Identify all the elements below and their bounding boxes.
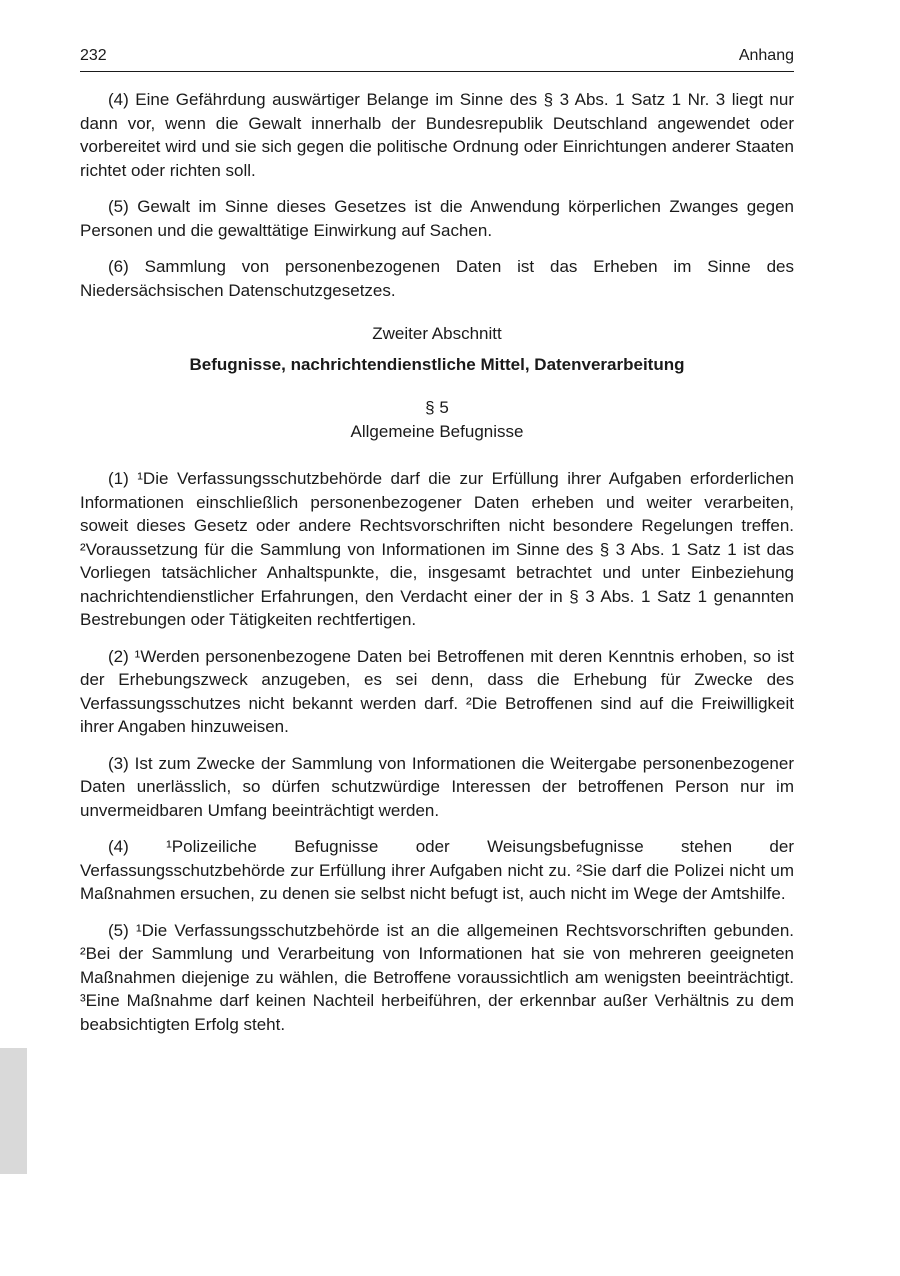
article-paragraph-1: (1) ¹Die Verfassungsschutzbehörde darf die zur Erfüllung ihrer Aufgaben erforderlichen Informationen einschließlich personenbezogener Daten erheben und weiter verarbeiten, soweit dieses Gesetz oder andere Rechtsvorschriften nicht besondere Regelungen treffen. ²Voraussetzung für die Sammlung von Informationen im Sinne des § 3 Abs. 1 Satz 1 ist das Vorliegen tatsächlicher Anhaltspunkte, die, insgesamt betrachtet und unter Einbeziehung nachrichtendienstlicher Erfahrungen, den Verdacht einer der in § 3 Abs. 1 Satz 1 genannten Bestrebungen oder Tätigkeiten rechtfertigen. <box>80 469 794 629</box>
section-kicker: Zweiter Abschnitt <box>372 324 502 343</box>
article-title: Allgemeine Befugnisse <box>350 421 524 441</box>
section-title: Befugnisse, nachrichtendienstliche Mittel, Datenverarbeitung <box>189 354 685 374</box>
page-edge-tab-marker <box>0 1048 27 1174</box>
intro-paragraph-4: (4) Eine Gefährdung auswärtiger Belange im Sinne des § 3 Abs. 1 Satz 1 Nr. 3 liegt nur dann vor, wenn die Gewalt innerhalb der Bundesrepublik Deutschland angewendet oder vorbereitet wird und sie sich gegen die politische Ordnung oder Einrichtungen anderer Staaten richtet oder richten soll. <box>80 90 794 180</box>
intro-paragraph-5: (5) Gewalt im Sinne dieses Gesetzes ist die Anwendung körperlichen Zwanges gegen Personen und die gewalttätige Einwirkung auf Sachen. <box>80 197 794 240</box>
page-number: 232 <box>80 47 107 64</box>
header-rule <box>80 71 794 72</box>
article-paragraph-5: (5) ¹Die Verfassungsschutzbehörde ist an die allgemeinen Rechtsvorschriften gebunden. ²Bei der Sammlung und Verarbeitung von Informationen hat sie von mehreren geeigneten Maßnahmen diejenige zu wählen, die Betroffene voraussichtlich am wenigsten beeinträchtigt. ³Eine Maßnahme darf keinen Nachteil herbeiführen, der erkennbar außer Verhältnis zu dem beabsichtigten Erfolg steht. <box>80 920 794 1034</box>
intro-paragraph-6: (6) Sammlung von personenbezogenen Daten ist das Erheben im Sinne des Niedersächsischen Datenschutzgesetzes. <box>80 257 794 300</box>
article-paragraph-4: (4) ¹Polizeiliche Befugnisse oder Weisungsbefugnisse stehen der Verfassungsschutzbehörde zur Erfüllung ihrer Aufgaben nicht zu. ²Sie darf die Polizei nicht um Maßnahmen ersuchen, zu denen sie selbst nicht befugt ist, auch nicht im Wege der Amtshilfe. <box>80 837 794 903</box>
page-content <box>80 88 794 1036</box>
article-paragraph-3: (3) Ist zum Zwecke der Sammlung von Informationen die Weitergabe personenbezogener Daten unerlässlich, so dürfen schutzwürdige Interessen der betroffenen Person nur im unvermeidbaren Umfang beeinträchtigt werden. <box>80 753 794 820</box>
page-header <box>80 46 794 66</box>
article-paragraph-2: (2) ¹Werden personenbezogene Daten bei Betroffenen mit deren Kenntnis erhoben, so ist der Erhebungszweck anzugeben, es sei denn, dass die Erhebung für Zwecke des Verfassungsschutzes nicht bekannt werden darf. ²Die Betroffenen sind auf die Freiwilligkeit ihrer Angaben hinzuweisen. <box>80 646 794 736</box>
article-number: § 5 <box>425 398 449 417</box>
running-head: Anhang <box>738 47 794 64</box>
